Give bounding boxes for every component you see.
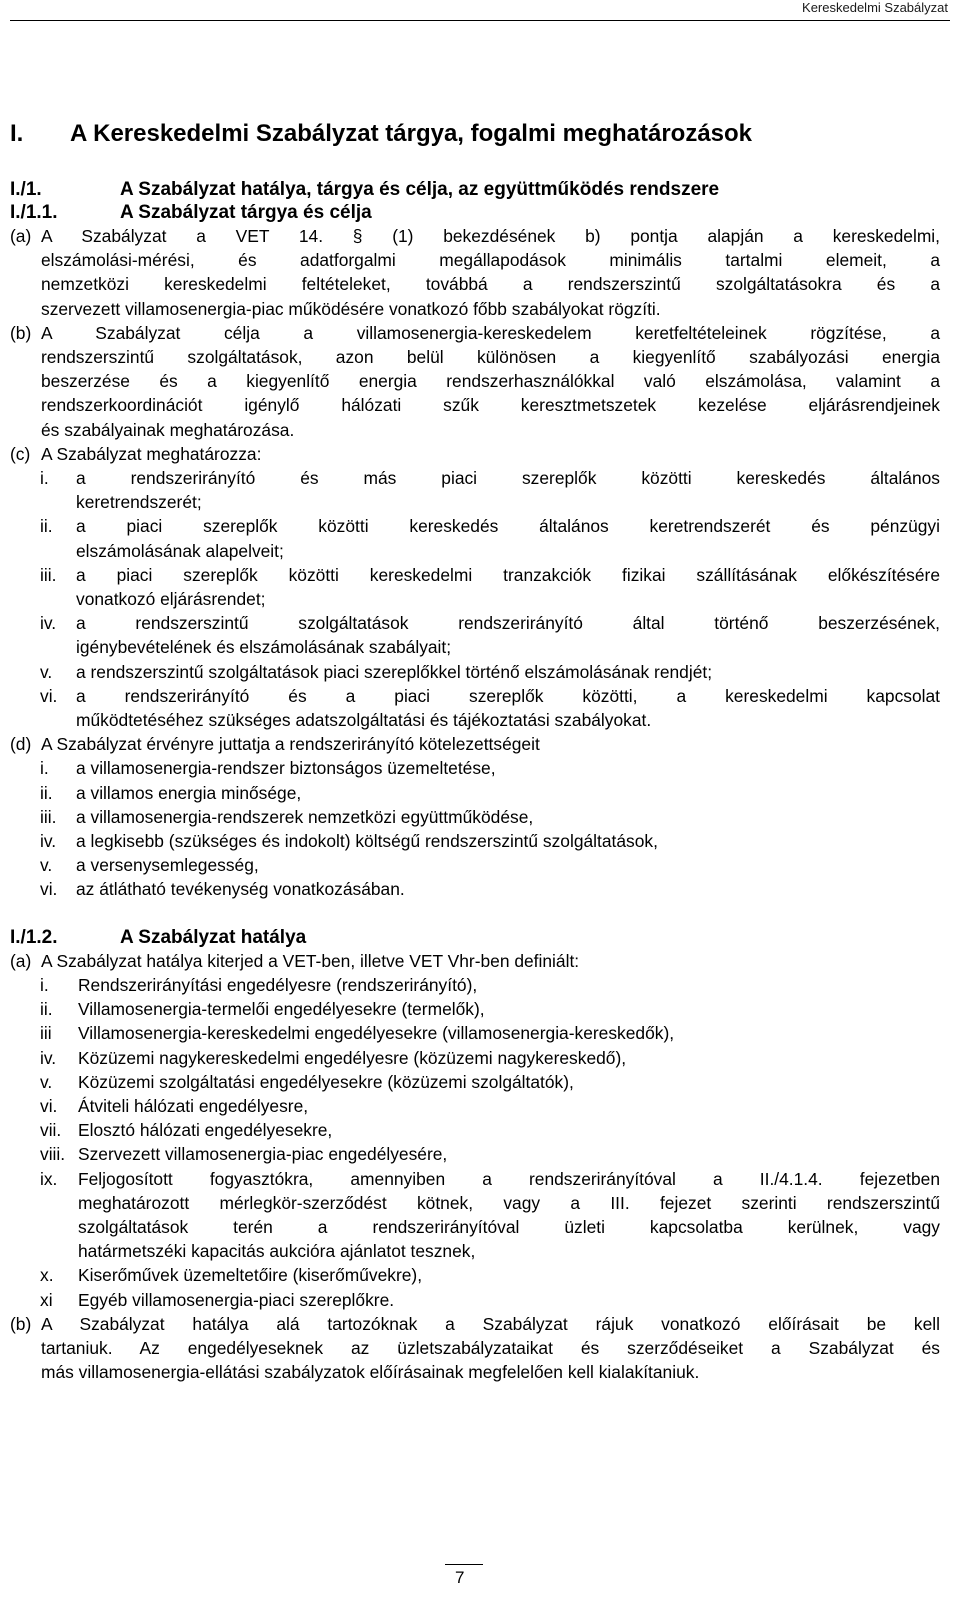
scope-list-item-line: Elosztó hálózati engedélyesekre, <box>78 1120 333 1141</box>
list-item-label: iv. <box>40 831 57 852</box>
scope-list-item-label: xi <box>40 1289 53 1310</box>
list-item-text <box>76 514 940 562</box>
subsection-number-2: I./1.2. <box>10 926 58 948</box>
list-item-text <box>76 853 940 877</box>
list-item-label: v. <box>40 855 53 876</box>
section-title: A Szabályzat hatálya, tárgya és célja, az együttműködés rendszere <box>120 179 720 200</box>
scope-list-item-text <box>78 1046 940 1070</box>
paragraph-c-label: (c) <box>10 443 31 464</box>
list-item <box>40 684 940 732</box>
list-item-label: v. <box>40 661 53 682</box>
list-item <box>40 853 940 877</box>
scope-list-item <box>40 1263 940 1287</box>
scope-list-item-line: Közüzemi nagykereskedelmi engedélyesre (közüzemi nagykereskedő), <box>78 1047 627 1068</box>
list-item <box>40 660 940 684</box>
list-item-label: vi. <box>40 879 58 900</box>
list-item <box>40 611 940 659</box>
section-number: I./1. <box>10 179 42 200</box>
list-item-line: a legkisebb (szükséges és indokolt) költségű rendszerszintű szolgáltatások, <box>76 831 658 852</box>
paragraph-a-line: A Szabályzat a VET 14. § (1) bekezdésének b) pontja alapján a kereskedelmi, <box>41 226 940 246</box>
scope-list-item <box>40 997 940 1021</box>
list-item-text <box>76 684 940 732</box>
list-item <box>40 829 940 853</box>
list-item-line: a piaci szereplők közötti kereskedelmi tranzakciók fizikai szállításának előkészítésére <box>76 564 940 585</box>
scope-list-item-label: v. <box>40 1071 53 1092</box>
scope-paragraph-a-text: A Szabályzat hatálya kiterjed a VET-ben, illetve VET Vhr-ben definiált: <box>41 950 580 971</box>
list-item-line: az átlátható tevékenység vonatkozásában. <box>76 879 405 900</box>
scope-list-item-label: ix. <box>40 1168 58 1189</box>
list-item-text <box>76 660 940 684</box>
subsection-title-2: A Szabályzat hatálya <box>120 926 307 948</box>
scope-paragraph-b-line: más villamosenergia-ellátási szabályzatok előírásainak megfelelően kell kialakítaniuk. <box>41 1362 700 1383</box>
scope-list-item-label: i. <box>40 974 49 995</box>
paragraph-b-line: beszerzése és a kiegyenlítő energia rendszerhasználókkal való elszámolása, valamint a <box>41 371 940 392</box>
list-item-text <box>76 781 940 805</box>
list-item-label: iii. <box>40 806 57 827</box>
list-item-label: i. <box>40 468 49 489</box>
subsection-heading <box>10 201 940 224</box>
paragraph-d-label: (d) <box>10 734 32 755</box>
paragraph-a-line: nemzetközi kereskedelmi feltételeket, továbbá a rendszerszintű szolgáltatásokra és a <box>41 274 940 295</box>
paragraph-c-text: A Szabályzat meghatározza: <box>41 443 262 464</box>
list-item <box>40 877 940 901</box>
list-item-line: keretrendszerét; <box>76 492 202 513</box>
scope-list-item-text <box>78 1094 940 1118</box>
list-item-label: iii. <box>40 564 57 585</box>
list-item-label: ii. <box>40 516 53 537</box>
scope-list-item-line: Villamosenergia-kereskedelmi engedélyesekre (villamosenergia-kereskedők), <box>78 1023 675 1044</box>
list-item-line: a piaci szereplők közötti kereskedés általános keretrendszerét és pénzügyi <box>76 516 940 537</box>
scope-list-item <box>40 1167 940 1264</box>
scope-list-item-label: vi. <box>40 1095 58 1116</box>
list-item-text <box>76 829 940 853</box>
paragraph-b-line: rendszerkoordinációt igénylő hálózati szűk keresztmetszetek kezelése eljárásrendjeinek <box>41 395 940 416</box>
list-item-text <box>76 466 940 514</box>
chapter-number: I. <box>10 120 24 147</box>
scope-list-item-label: vii. <box>40 1120 62 1141</box>
subsection-heading-2 <box>10 926 940 949</box>
list-item <box>40 756 940 780</box>
paragraph-b-label: (b) <box>10 322 32 343</box>
paragraph-c <box>10 442 940 466</box>
subsection-1-body <box>10 224 940 902</box>
list-item-line: a villamosenergia-rendszer biztonságos üzemeltetése, <box>76 758 496 779</box>
scope-list-item-line: Szervezett villamosenergia-piac engedélyesére, <box>78 1144 448 1165</box>
scope-list-item-text <box>78 1263 940 1287</box>
list-item-text <box>76 805 940 829</box>
paragraph-a-line: elszámolási-mérési, és adatforgalmi megállapodások minimális tartalmi elemeit, a <box>41 250 940 271</box>
list-item-line: a rendszerszintű szolgáltatások rendszerirányító által történő beszerzésének, <box>76 613 940 634</box>
scope-list-item-label: ii. <box>40 999 53 1020</box>
list-item-line: a rendszerirányító és más piaci szereplők közötti kereskedés általános <box>76 468 940 489</box>
scope-list-item <box>40 1288 940 1312</box>
list-item-label: i. <box>40 758 49 779</box>
list-item-line: vonatkozó eljárásrendet; <box>76 589 266 610</box>
scope-list-item-text <box>78 1021 940 1045</box>
scope-paragraph-a <box>10 949 940 973</box>
list-item-line: a versenysemlegesség, <box>76 855 259 876</box>
paragraph-b-text <box>41 321 940 442</box>
subsection-title: A Szabályzat tárgya és célja <box>120 202 372 223</box>
scope-list-item-text <box>78 1118 940 1142</box>
list-item-text <box>76 877 940 901</box>
list-item-line: a villamosenergia-rendszerek nemzetközi együttműködése, <box>76 806 534 827</box>
scope-list-item-line: meghatározott mérlegkör-szerződést kötnek, vagy a III. fejezet szerinti rendszerszintű <box>78 1192 940 1213</box>
chapter-heading <box>10 120 940 148</box>
scope-paragraph-b <box>10 1312 940 1385</box>
scope-list-item <box>40 1046 940 1070</box>
scope-list-item-label: x. <box>40 1265 54 1286</box>
list-item <box>40 466 940 514</box>
list-item-text <box>76 563 940 611</box>
paragraph-b-line: A Szabályzat célja a villamosenergia-kereskedelem keretfeltételeinek rögzítése, a <box>41 322 940 343</box>
scope-paragraph-b-line: A Szabályzat hatálya alá tartozóknak a Szabályzat rájuk vonatkozó előírásait be kell <box>41 1313 940 1334</box>
scope-list-item <box>40 1021 940 1045</box>
list-item-line: igénybevételének és elszámolásának szabályait; <box>76 637 452 658</box>
scope-list-item-text <box>78 1142 940 1166</box>
paragraph-b <box>10 321 940 442</box>
list-item-line: a villamos energia minősége, <box>76 782 302 803</box>
list-item-label: iv. <box>40 613 57 634</box>
scope-list-item-line: Feljogosított fogyasztókra, amennyiben a rendszerirányítóval a II./4.1.4. fejezetben <box>78 1168 940 1189</box>
scope-paragraph-b-text <box>41 1312 940 1385</box>
list-item-text <box>76 611 940 659</box>
list-item <box>40 514 940 562</box>
scope-list-item-line: szolgáltatások terén a rendszerirányítóval üzleti kapcsolatba kerülnek, vagy <box>78 1216 940 1237</box>
scope-list-item <box>40 1142 940 1166</box>
scope-list-item-text <box>78 973 940 997</box>
scope-list-item-text <box>78 1288 940 1312</box>
document-body <box>10 120 940 1384</box>
scope-list-item-line: Villamosenergia-termelői engedélyesekre (termelők), <box>78 999 485 1020</box>
scope-list-item-line: Egyéb villamosenergia-piaci szereplőkre. <box>78 1289 395 1310</box>
paragraph-d <box>10 732 940 756</box>
subsection-2-body <box>10 949 940 1385</box>
running-header: Kereskedelmi Szabályzat <box>802 0 948 15</box>
scope-list-item-text <box>78 1167 940 1264</box>
scope-list-item-text <box>78 997 940 1021</box>
header-rule <box>10 20 950 21</box>
section-heading <box>10 178 940 201</box>
list-item-line: elszámolásának alapelveit; <box>76 540 284 561</box>
paragraph-a-label: (a) <box>10 226 32 246</box>
scope-list-item-text <box>78 1070 940 1094</box>
scope-list-item-label: iii <box>40 1023 52 1044</box>
list-item <box>40 781 940 805</box>
scope-paragraph-b-label: (b) <box>10 1313 32 1334</box>
paragraph-a-text <box>41 224 940 321</box>
subsection-number: I./1.1. <box>10 202 58 223</box>
scope-list-item <box>40 973 940 997</box>
scope-list-item-line: Rendszerirányítási engedélyesre (rendszerirányító), <box>78 974 478 995</box>
list-item-text <box>76 756 940 780</box>
scope-list-item <box>40 1094 940 1118</box>
list-item-label: vi. <box>40 685 58 706</box>
scope-list-item-label: iv. <box>40 1047 57 1068</box>
scope-list-item <box>40 1118 940 1142</box>
footer-rule <box>445 1564 483 1565</box>
scope-list-item-line: Közüzemi szolgáltatási engedélyesekre (közüzemi szolgáltatók), <box>78 1071 574 1092</box>
paragraph-a-line: szervezett villamosenergia-piac működésére vonatkozó főbb szabályokat rögzíti. <box>41 298 661 319</box>
list-item-line: működtetéséhez szükséges adatszolgáltatási és tájékoztatási szabályokat. <box>76 710 652 731</box>
list-item <box>40 563 940 611</box>
paragraph-d-text: A Szabályzat érvényre juttatja a rendszerirányító kötelezettségeit <box>41 734 540 755</box>
page-number: 7 <box>455 1568 465 1587</box>
scope-list-item <box>40 1070 940 1094</box>
list-item <box>40 805 940 829</box>
scope-paragraph-a-label: (a) <box>10 950 32 971</box>
paragraph-b-line: rendszerszintű szolgáltatások, azon belül különösen a kiegyenlítő szabályozási energia <box>41 347 940 368</box>
list-item-line: a rendszerirányító és a piaci szereplők közötti, a kereskedelmi kapcsolat <box>76 685 940 706</box>
scope-paragraph-b-line: tartaniuk. Az engedélyeseknek az üzletszabályzataikat és szerződéseiket a Szabályzat és <box>41 1337 940 1358</box>
list-item-label: ii. <box>40 782 53 803</box>
scope-list-item-line: Átviteli hálózati engedélyesre, <box>78 1095 309 1116</box>
chapter-title: A Kereskedelmi Szabályzat tárgya, fogalmi meghatározások <box>70 120 753 147</box>
scope-list-item-label: viii. <box>40 1144 66 1165</box>
list-item-line: a rendszerszintű szolgáltatások piaci szereplőkkel történő elszámolásának rendjét; <box>76 661 713 682</box>
scope-list-item-line: határmetszéki kapacitás aukcióra ajánlatot tesznek, <box>78 1241 476 1262</box>
scope-list-item-line: Kiserőművek üzemeltetőire (kiserőművekre), <box>78 1265 423 1286</box>
paragraph-b-line: és szabályainak meghatározása. <box>41 419 295 440</box>
paragraph-a <box>10 224 940 321</box>
